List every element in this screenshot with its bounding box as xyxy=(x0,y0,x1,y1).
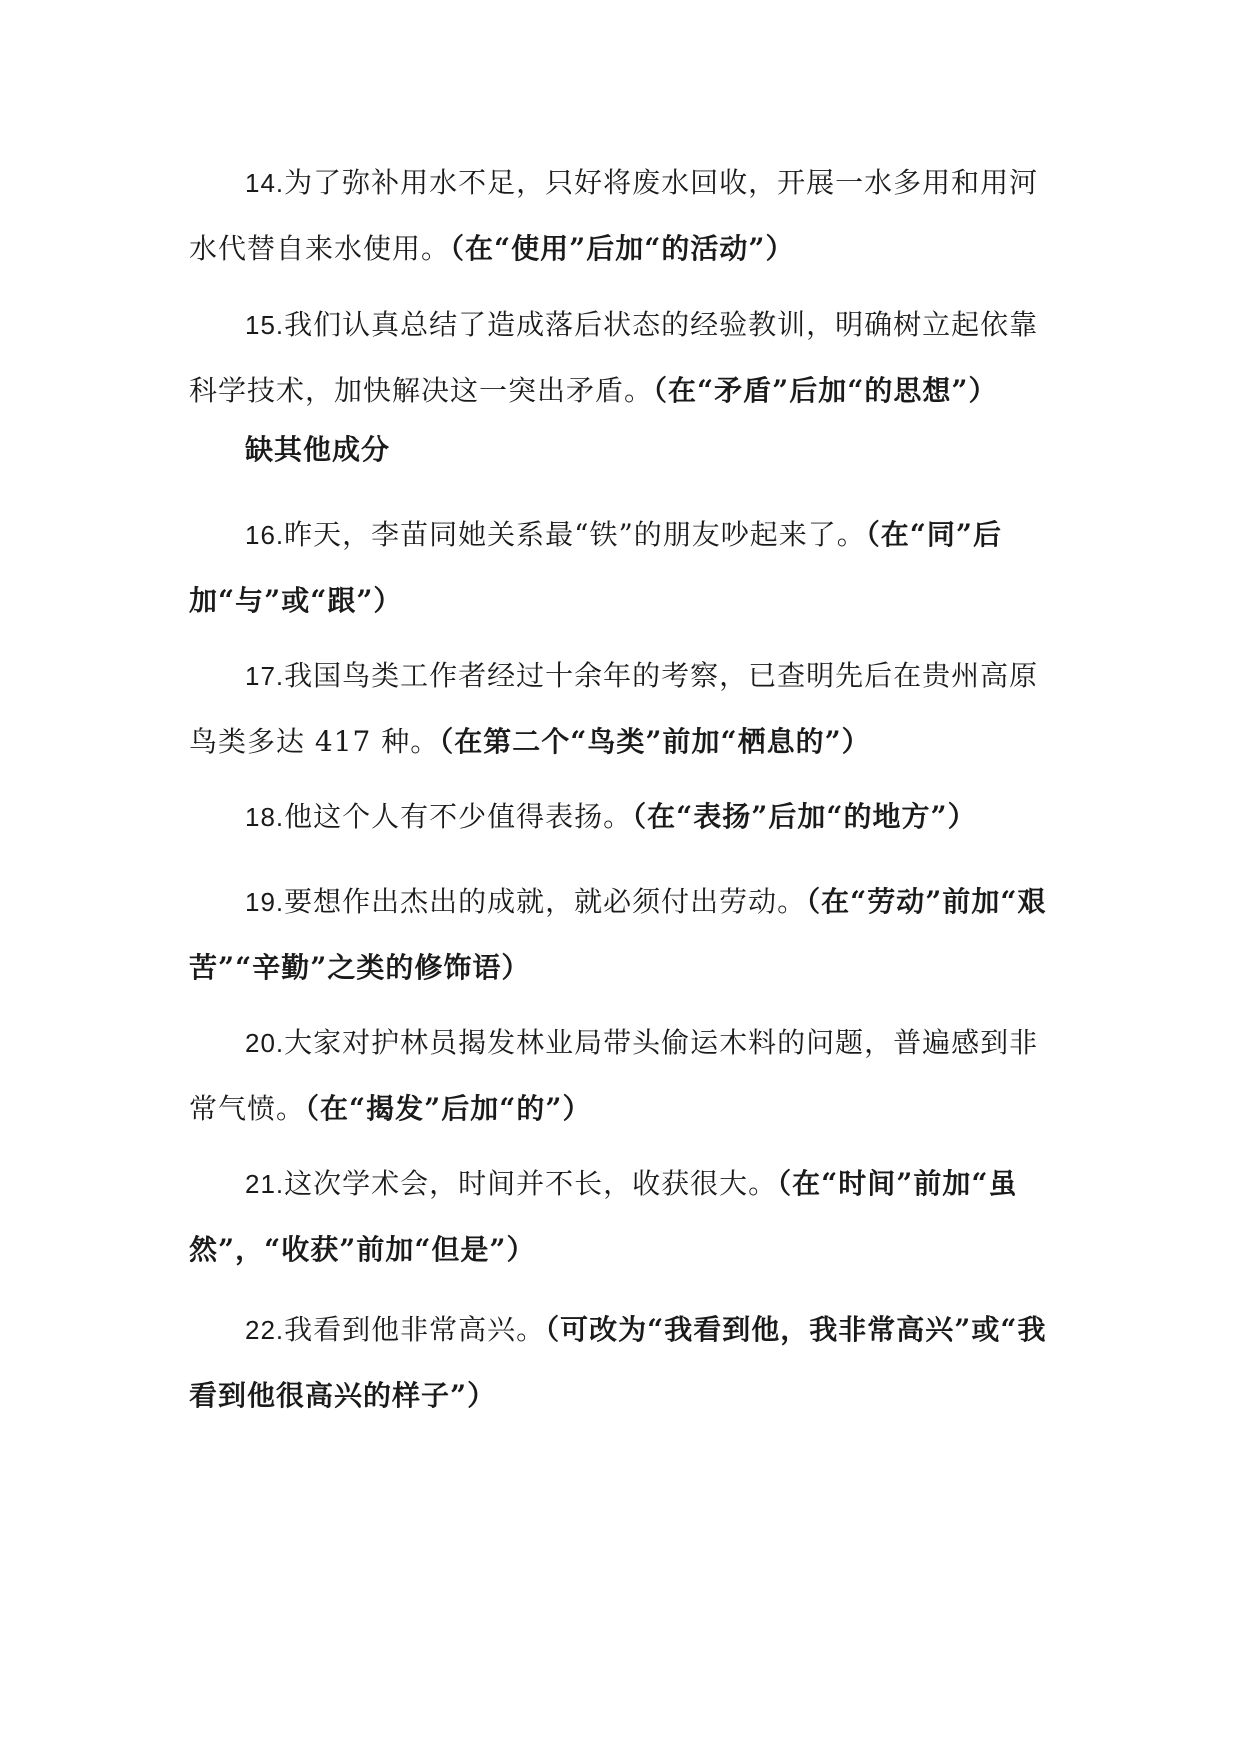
item-sentence: 他这个人有不少值得表扬。 xyxy=(284,800,633,833)
item-17 xyxy=(189,643,1059,774)
item-number: 18. xyxy=(245,802,285,832)
item-16 xyxy=(189,502,1059,633)
item-number: 22. xyxy=(245,1315,285,1345)
item-number: 21. xyxy=(245,1169,285,1199)
item-correction: （在“矛盾”后加“的思想”） xyxy=(653,374,998,407)
item-14 xyxy=(189,150,1059,281)
item-correction: （可改为“我看到他，我非常高兴”或“我看到他很高兴的样子”） xyxy=(189,1313,1047,1412)
item-number: 20. xyxy=(245,1028,285,1058)
item-correction: （在“劳动”前加“艰苦”“辛勤”之类的修饰语） xyxy=(189,885,1047,984)
item-number: 19. xyxy=(245,887,285,917)
item-correction: （在“使用”后加“的活动”） xyxy=(450,232,795,265)
item-correction: （在第二个“鸟类”前加“栖息的”） xyxy=(439,725,871,758)
item-number: 16. xyxy=(245,520,285,550)
item-sentence: 我看到他非常高兴。 xyxy=(284,1313,546,1346)
item-15 xyxy=(189,292,1059,423)
item-sentence: 我国鸟类工作者经过十余年的考察，已查明先后在贵州高原鸟类多达 417 种。 xyxy=(189,659,1039,758)
item-number: 15. xyxy=(245,310,285,340)
item-sentence: 大家对护林员揭发林业局带头偷运木料的问题，普遍感到非常气愤。 xyxy=(189,1026,1039,1125)
item-19 xyxy=(189,869,1059,1000)
item-number: 17. xyxy=(245,661,285,691)
item-correction: （在“时间”前加“虽然”，“收获”前加“但是”） xyxy=(189,1167,1018,1266)
item-sentence: 这次学术会，时间并不长，收获很大。 xyxy=(284,1167,778,1200)
item-18 xyxy=(189,784,1059,850)
item-sentence: 为了弥补用水不足，只好将废水回收，开展一水多用和用河水代替自来水使用。 xyxy=(189,166,1039,265)
item-21 xyxy=(189,1151,1059,1282)
item-22 xyxy=(189,1297,1059,1428)
item-correction: （在“同”后加“与”或“跟”） xyxy=(189,518,1003,617)
item-sentence: 昨天，李苗同她关系最“铁”的朋友吵起来了。 xyxy=(284,518,866,551)
item-number: 14. xyxy=(245,168,285,198)
item-20 xyxy=(189,1010,1059,1141)
item-correction: （在“揭发”后加“的”） xyxy=(305,1092,592,1125)
item-sentence: 要想作出杰出的成就，就必须付出劳动。 xyxy=(284,885,807,918)
item-sentence: 我们认真总结了造成落后状态的经验教训，明确树立起依靠科学技术，加快解决这一突出矛盾。 xyxy=(189,308,1039,407)
section-heading: 缺其他成分 xyxy=(245,433,391,466)
item-correction: （在“表扬”后加“的地方”） xyxy=(632,800,977,833)
